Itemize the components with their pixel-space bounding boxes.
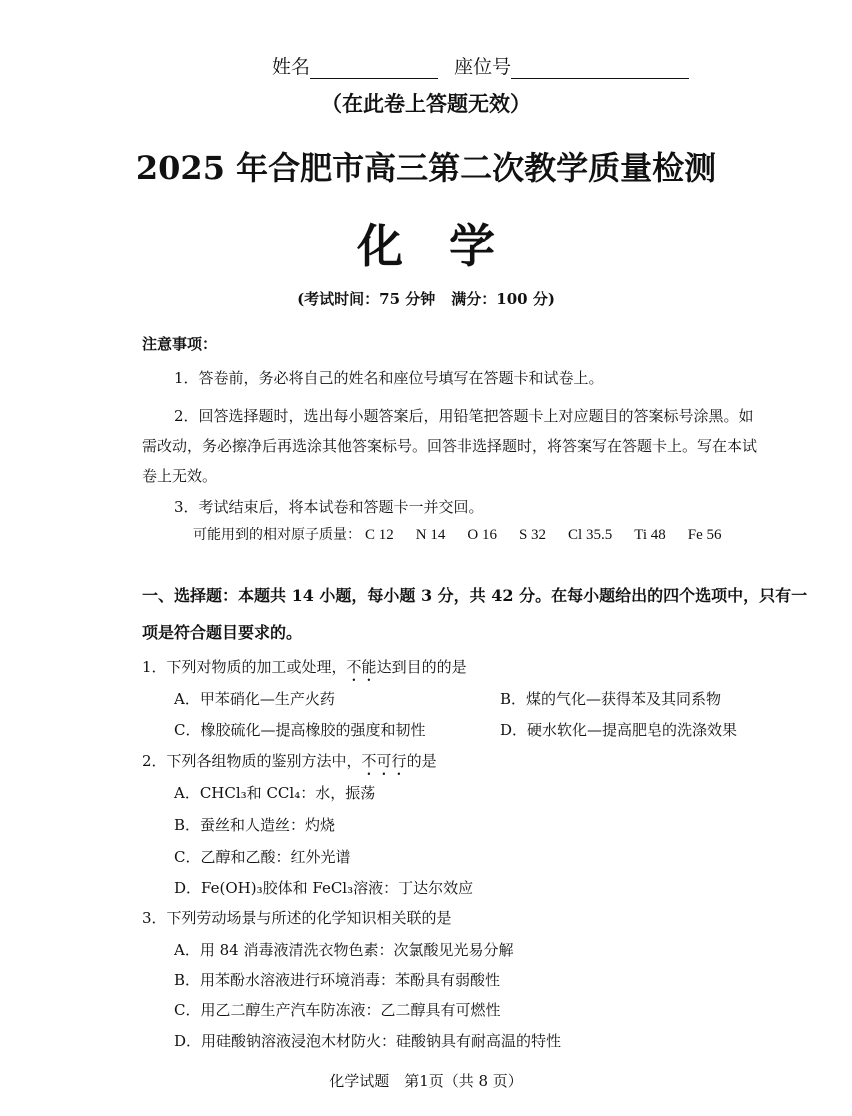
- seat-blank: [511, 60, 689, 79]
- question-1-stem-post: 达到目的的是: [376, 658, 467, 676]
- question-1-stem: [142, 656, 467, 685]
- section-1-instructions-line-1: 一、选择题：本题共 14 小题，每小题 3 分，共 42 分。在每小题给出的四个选项中，只有一: [142, 586, 808, 605]
- question-2-stem-pre: 2．下列各组物质的鉴别方法中，: [142, 752, 362, 770]
- question-2-emphasis: 不可行: [361, 752, 407, 770]
- question-3-option-c: C．用乙二醇生产汽车防冻液：乙二醇具有可燃性: [174, 1001, 501, 1019]
- question-3-stem: 3．下列劳动场景与所述的化学知识相关联的是: [142, 909, 452, 927]
- notice-item-3: 3．考试结束后，将本试卷和答题卡一并交回。: [174, 498, 484, 516]
- question-2-option-b: B．蚕丝和人造丝：灼烧: [174, 816, 336, 834]
- question-2-option-a: A．CHCl₃和 CCl₄：水，振荡: [174, 784, 376, 802]
- question-1-option-b: B．煤的气化—获得苯及其同系物: [500, 690, 722, 708]
- seat-label: 座位号: [454, 56, 512, 78]
- exam-time-info: [0, 288, 852, 309]
- notice-item-2-line-2: 需改动，务必擦净后再选涂其他答案标号。回答非选择题时，将答案写在答题卡上。写在本试: [142, 437, 758, 455]
- exam-score: 满分：100 分): [451, 290, 555, 308]
- question-2-stem-post: 的是: [406, 752, 437, 770]
- question-3-option-a: A．用 84 消毒液清洗衣物色素：次氯酸见光易分解: [174, 941, 514, 959]
- invalid-answer-note: （在此卷上答题无效）: [321, 92, 531, 116]
- subject-title: 化学: [357, 219, 541, 273]
- student-info-line: [272, 52, 689, 79]
- question-2-stem: [142, 750, 437, 779]
- question-1-option-a: A．甲苯硝化—生产火药: [174, 690, 335, 708]
- name-blank: [310, 60, 438, 79]
- question-2-option-d: D．Fe(OH)₃胶体和 FeCl₃溶液：丁达尔效应: [174, 879, 474, 897]
- atomic-masses-line: [193, 524, 722, 544]
- mass-s: S 32: [518, 527, 547, 543]
- question-1-option-c: C．橡胶硫化—提高橡胶的强度和韧性: [174, 721, 426, 739]
- mass-o: O 16: [467, 527, 497, 543]
- question-1-emphasis: 不能: [346, 658, 377, 676]
- mass-c: C 12: [365, 527, 394, 543]
- name-label: 姓名: [272, 56, 311, 78]
- notice-item-1: 1．答卷前，务必将自己的姓名和座位号填写在答题卡和试卷上。: [174, 369, 604, 387]
- exam-title: 2025 年合肥市高三第二次教学质量检测: [135, 149, 717, 187]
- question-3-option-b: B．用苯酚水溶液进行环境消毒：苯酚具有弱酸性: [174, 971, 501, 989]
- question-1-option-d: D．硬水软化—提高肥皂的洗涤效果: [500, 721, 738, 739]
- notice-item-2-line-1: 2．回答选择题时，选出每小题答案后，用铅笔把答题卡上对应题目的答案标号涂黑。如: [174, 407, 754, 425]
- notice-heading: 注意事项：: [142, 335, 218, 353]
- exam-time: (考试时间：75 分钟: [297, 290, 436, 308]
- atomic-masses-label: 可能用到的相对原子质量：: [193, 527, 361, 543]
- notice-item-2-line-3: 卷上无效。: [142, 467, 218, 485]
- question-1-stem-pre: 1．下列对物质的加工或处理，: [142, 658, 347, 676]
- question-3-option-d: D．用硅酸钠溶液浸泡木材防火：硅酸钠具有耐高温的特性: [174, 1032, 562, 1050]
- page-footer: 化学试题 第1页（共 8 页）: [329, 1072, 523, 1090]
- mass-n: N 14: [415, 527, 446, 543]
- section-1-instructions-line-2: 项是符合题目要求的。: [142, 623, 303, 642]
- mass-ti: Ti 48: [634, 527, 666, 543]
- mass-fe: Fe 56: [687, 527, 722, 543]
- question-2-option-c: C．乙醇和乙酸：红外光谱: [174, 848, 351, 866]
- mass-cl: Cl 35.5: [568, 527, 613, 543]
